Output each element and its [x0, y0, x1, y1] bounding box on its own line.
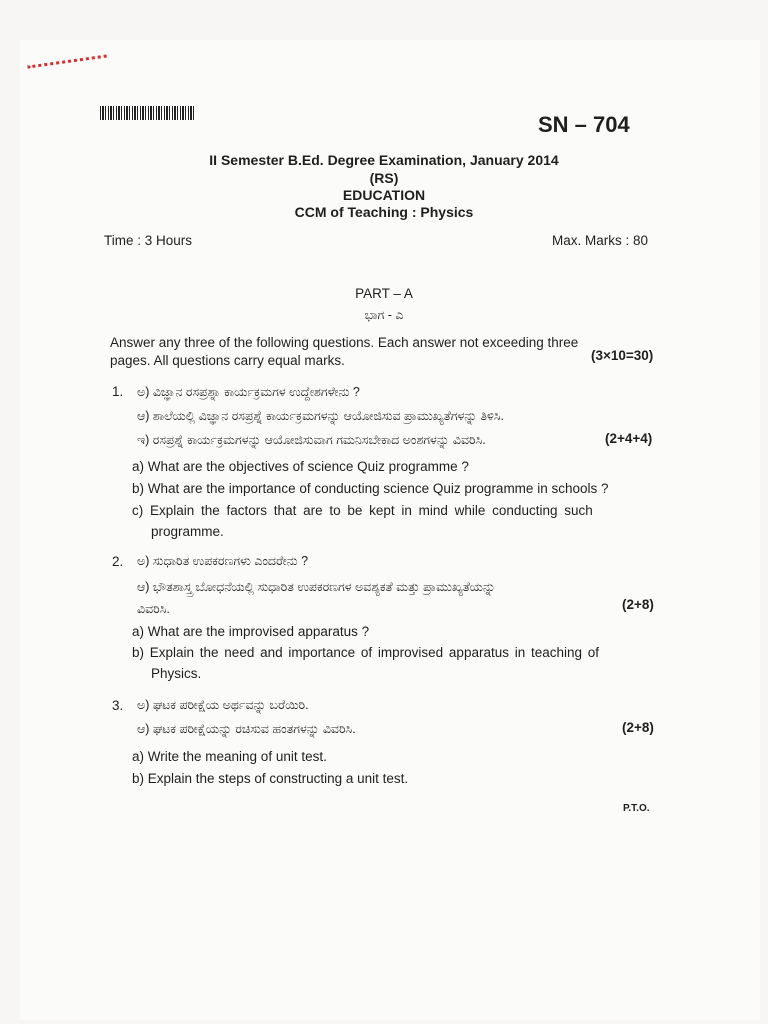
- instruction-line-2: pages. All questions carry equal marks.: [110, 353, 345, 368]
- exam-title: II Semester B.Ed. Degree Examination, January 2014: [209, 152, 559, 168]
- question-kn-a: ಅ) ಸುಧಾರಿತ ಉಪಕರಣಗಳು ಎಂದರೇನು ?: [137, 554, 309, 568]
- question-en-a: a) Write the meaning of unit test.: [132, 749, 327, 764]
- question-kn-a: ಅ) ಘಟಕ ಪರೀಕ್ಷೆಯ ಅರ್ಥವನ್ನು ಬರೆಯಿರಿ.: [137, 698, 309, 712]
- question-en-b: b) What are the importance of conducting science Quiz programme in schools ?: [132, 481, 609, 496]
- question-en-b: b) Explain the steps of constructing a unit test.: [132, 771, 409, 786]
- question-kn-a: ಅ) ವಿಜ್ಞಾನ ರಸಪ್ರಶ್ನಾ ಕಾರ್ಯಕ್ರಮಗಳ ಉದ್ದೇಶಗಳೇನು ?: [137, 385, 360, 399]
- question-en-a: a) What are the improvised apparatus ?: [132, 624, 370, 639]
- paper-code: SN – 704: [538, 112, 630, 137]
- max-marks: Max. Marks : 80: [552, 233, 649, 248]
- question-kn-b: ಆ) ಶಾಲೆಯಲ್ಲಿ ವಿಜ್ಞಾನ ರಸಪ್ರಶ್ನೆ ಕಾರ್ಯಕ್ರಮಗಳನ್ನು ಆಯೋಜಿಸುವ ಪ್ರಾಮುಖ್ಯತೆಗಳನ್ನು ತಿಳಿಸಿ.: [137, 409, 504, 423]
- question-marks: (2+4+4): [605, 431, 653, 446]
- question-en-b: b) Explain the need and importance of improvised apparatus in teaching of: [132, 645, 600, 660]
- time: Time : 3 Hours: [104, 233, 193, 248]
- question-marks: (2+8): [622, 597, 654, 612]
- question-kn-b-cont: ವಿವರಿಸಿ.: [137, 602, 170, 616]
- question-number: 2.: [112, 554, 124, 569]
- question-number: 1.: [112, 384, 124, 399]
- part-title-kannada: ಭಾಗ - ಎ: [364, 308, 404, 322]
- question-en-a: a) What are the objectives of science Quiz programme ?: [132, 459, 469, 474]
- paper-title: CCM of Teaching : Physics: [294, 204, 474, 220]
- barcode: [100, 106, 196, 120]
- question-marks: (2+8): [622, 720, 654, 735]
- question-kn-b: ಆ) ಘಟಕ ಪರೀಕ್ಷೆಯನ್ನು ರಚಿಸುವ ಹಂತಗಳನ್ನು ವಿವರಿಸಿ.: [137, 722, 356, 736]
- question-kn-c: ಇ) ರಸಪ್ರಶ್ನೆ ಕಾರ್ಯಕ್ರಮಗಳನ್ನು ಆಯೋಜಿಸುವಾಗ ಗಮನಿಸಬೇಕಾದ ಅಂಶಗಳನ್ನು ವಿವರಿಸಿ.: [137, 433, 486, 447]
- question-en-c: c) Explain the factors that are to be kept in mind while conducting such: [132, 503, 593, 518]
- question-kn-b: ಆ) ಭೌತಶಾಸ್ತ್ರ ಬೋಧನೆಯಲ್ಲಿ ಸುಧಾರಿತ ಉಪಕರಣಗಳ ಅವಶ್ಯಕತೆ ಮತ್ತು ಪ್ರಾಮುಖ್ಯತೆಯನ್ನು: [137, 580, 496, 594]
- question-en-c-cont: programme.: [151, 524, 224, 539]
- please-turn-over: P.T.O.: [623, 803, 650, 814]
- question-number: 3.: [112, 698, 124, 713]
- part-title: PART – A: [355, 286, 413, 301]
- instruction-marks: (3×10=30): [591, 348, 654, 363]
- instruction-line-1: Answer any three of the following questions. Each answer not exceeding three: [110, 335, 579, 350]
- question-en-b-cont: Physics.: [151, 666, 202, 681]
- subject: EDUCATION: [342, 187, 426, 203]
- scheme: (RS): [369, 170, 399, 186]
